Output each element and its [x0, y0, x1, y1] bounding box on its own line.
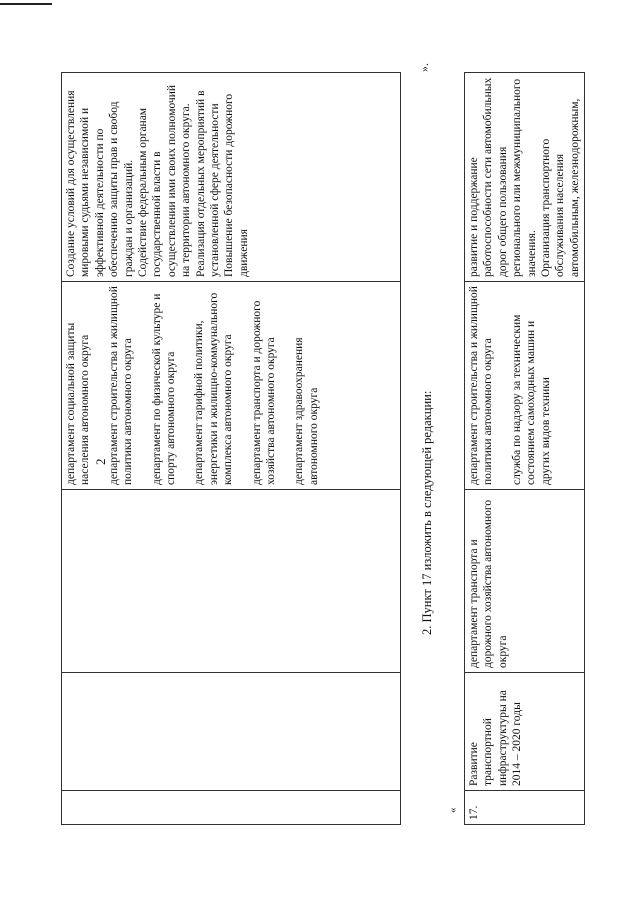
- responsible-cell: [62, 490, 401, 673]
- goals-cell: [465, 73, 585, 282]
- responsible-department: департамент транспорта и дорожного хозяйства автономного округа: [465, 490, 585, 673]
- programs-table-continued: [61, 72, 401, 825]
- page-number: 2: [93, 458, 108, 465]
- opening-quote: «: [447, 807, 459, 813]
- goal-item: развитие и поддержание работоспособности сети автомобильных дорог общего пользования регионального или межмуниципального значения.: [468, 77, 538, 277]
- coexecutors-cell: [62, 282, 401, 490]
- section-heading: 2. Пункт 17 изложить в следующей редакции:: [420, 390, 434, 635]
- row-number: 17.: [465, 791, 585, 825]
- coexecutor-item: служба по надзору за техническим состоянием самоходных машин и других видов техники: [510, 314, 552, 485]
- coexecutor-item: департамент строительства и жилищной политики автономного округа: [468, 286, 495, 485]
- goal-item: Содействие федеральным органам государственной власти в осуществлении ими своих полномочий на территории автономного округа.: [137, 84, 193, 277]
- goal-item: Повышение безопасности дорожного движения: [223, 93, 250, 277]
- coexecutor-item: департамент строительства и жилищной политики автономного округа: [107, 286, 135, 485]
- number-cell: [62, 791, 401, 825]
- program-17-table: [464, 72, 585, 825]
- program-cell: [62, 673, 401, 791]
- coexecutor-item: департамент по физической культуре и спорту автономного округа: [150, 293, 178, 485]
- goal-item: Реализация отдельных мероприятий в установленной сфере деятельности: [194, 90, 222, 277]
- coexecutors-cell: [465, 282, 585, 490]
- goal-item: Создание условий для осуществления мировыми судьями независимой и эффективной деятельности по обеспечению защиты прав и свобод граждан и организаций.: [65, 90, 135, 277]
- coexecutor-item: департамент социальной защиты населения автономного округа: [65, 322, 92, 485]
- coexecutor-item: департамент транспорта и дорожного хозяйства автономного округа: [250, 300, 278, 485]
- coexecutor-item: департамент тарифной политики, энергетики и жилищно-коммунального комплекса автономного округа: [193, 292, 235, 485]
- goal-item: Организация транспортного обслуживания населения автомобильным, железнодорожным,: [540, 98, 581, 277]
- closing-quote: ».: [417, 63, 431, 72]
- goals-cell: [62, 73, 401, 282]
- coexecutor-item: департамент здравоохранения автономного округа: [293, 337, 320, 485]
- program-name: Развитие транспортной инфраструктуры на 2014 – 2020 годы: [465, 673, 585, 791]
